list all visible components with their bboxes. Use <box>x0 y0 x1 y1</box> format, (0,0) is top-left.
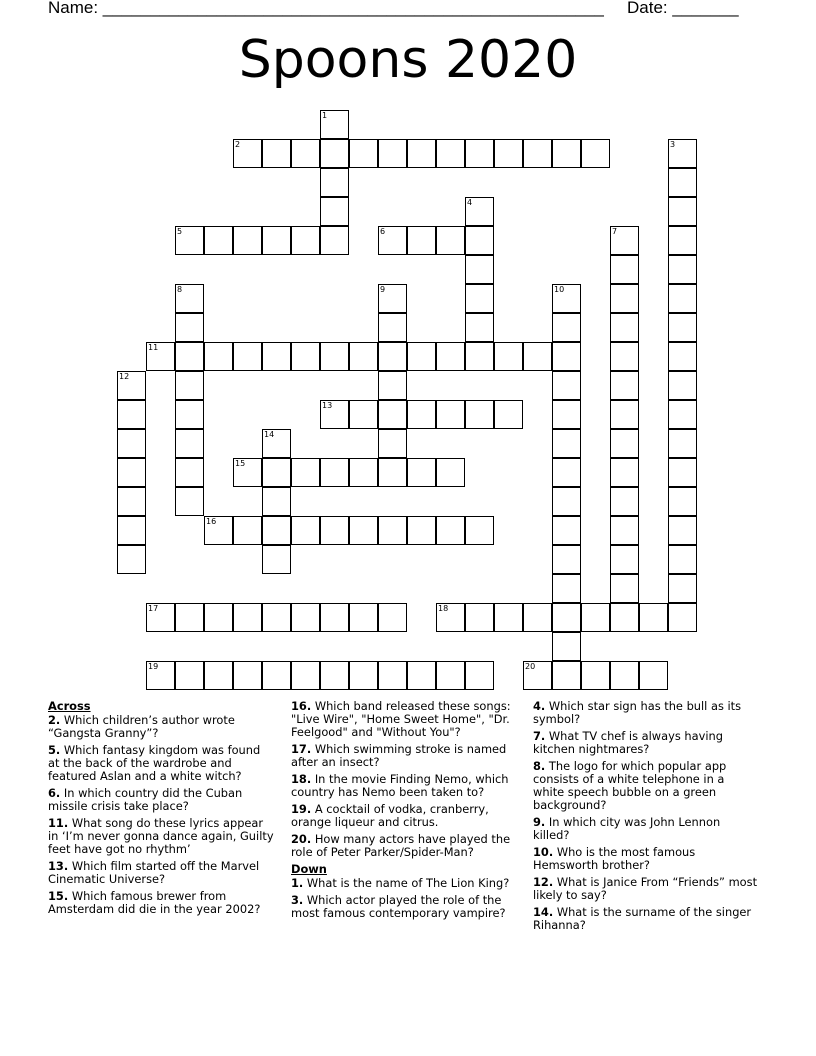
clue-number-label: 4 <box>467 198 473 207</box>
grid-cell[interactable] <box>233 342 262 371</box>
grid-cell[interactable] <box>233 661 262 690</box>
clue-text: What is the name of The Lion King? <box>306 876 510 890</box>
clue-number: 3. <box>291 893 304 907</box>
grid-cell[interactable] <box>407 226 436 255</box>
clue-item <box>291 803 517 829</box>
grid-cell[interactable] <box>668 516 697 545</box>
clue-number-label: 19 <box>148 662 159 671</box>
grid-cell[interactable] <box>552 429 581 458</box>
date-field-label: Date: _______ <box>627 0 739 17</box>
clue-item <box>291 743 517 769</box>
grid-cell[interactable] <box>668 574 697 603</box>
grid-cell[interactable] <box>291 139 320 168</box>
clue-text: Who is the most famous Hemsworth brother? <box>533 845 696 872</box>
clue-number-label: 18 <box>438 604 449 613</box>
grid-cell[interactable] <box>668 284 697 313</box>
grid-cell[interactable] <box>262 458 291 487</box>
clue-number: 9. <box>533 815 546 829</box>
clue-number: 7. <box>533 729 546 743</box>
clue-text: Which swimming stroke is named after an insect? <box>291 742 507 769</box>
grid-cell[interactable] <box>407 400 436 429</box>
grid-cell[interactable] <box>320 603 349 632</box>
grid-cell[interactable] <box>465 313 494 342</box>
grid-cell[interactable] <box>175 313 204 342</box>
grid-cell[interactable] <box>378 516 407 545</box>
grid-cell[interactable] <box>407 139 436 168</box>
grid-cell[interactable] <box>465 255 494 284</box>
grid-cell[interactable] <box>436 226 465 255</box>
clue-item <box>291 773 517 799</box>
grid-cell[interactable] <box>349 661 378 690</box>
clue-number: 18. <box>291 772 312 786</box>
grid-cell[interactable] <box>262 226 291 255</box>
grid-cell[interactable] <box>494 139 523 168</box>
grid-cell[interactable] <box>117 400 146 429</box>
grid-cell[interactable] <box>610 603 639 632</box>
grid-cell[interactable] <box>552 400 581 429</box>
grid-cell[interactable] <box>552 371 581 400</box>
grid-cell[interactable] <box>117 458 146 487</box>
clue-item <box>48 860 274 886</box>
grid-cell[interactable] <box>668 487 697 516</box>
clue-text: Which band released these songs: "Live Wire", "Home Sweet Home", "Dr. Feelgood" and "Without You"? <box>291 699 511 739</box>
grid-cell[interactable] <box>436 661 465 690</box>
grid-cell[interactable] <box>552 574 581 603</box>
grid-cell[interactable] <box>320 458 349 487</box>
grid-cell[interactable] <box>639 661 668 690</box>
grid-cell[interactable] <box>610 342 639 371</box>
grid-cell[interactable] <box>378 313 407 342</box>
clue-item <box>533 816 759 842</box>
grid-cell[interactable] <box>494 342 523 371</box>
clue-number: 10. <box>533 845 554 859</box>
grid-cell[interactable] <box>523 342 552 371</box>
clue-text: The logo for which popular app consists of a white telephone in a white speech bubble on a green background? <box>533 759 727 812</box>
grid-cell[interactable] <box>175 400 204 429</box>
grid-cell[interactable] <box>668 255 697 284</box>
grid-cell[interactable] <box>610 313 639 342</box>
grid-cell[interactable] <box>668 168 697 197</box>
grid-cell[interactable] <box>465 400 494 429</box>
clue-number-label: 5 <box>177 227 183 236</box>
grid-cell[interactable] <box>436 516 465 545</box>
clue-item <box>533 730 759 756</box>
clue-item <box>533 760 759 812</box>
clue-text: Which children’s author wrote “Gangsta Granny”? <box>48 713 235 740</box>
clue-number: 8. <box>533 759 546 773</box>
grid-cell[interactable] <box>349 139 378 168</box>
clue-text: What song do these lyrics appear in ‘I’m never gonna dance again, Guilty feet have got no rhythm’ <box>48 816 274 856</box>
clue-item <box>48 817 274 856</box>
clue-text: In the movie Finding Nemo, which country has Nemo been taken to? <box>291 772 509 799</box>
clue-number-label: 16 <box>206 517 217 526</box>
name-field-label: Name: _____________________________________________________ <box>48 0 604 17</box>
grid-cell[interactable] <box>523 603 552 632</box>
grid-cell[interactable] <box>610 574 639 603</box>
grid-cell[interactable] <box>320 226 349 255</box>
grid-cell[interactable] <box>668 226 697 255</box>
grid-cell[interactable] <box>204 603 233 632</box>
clue-number-label: 7 <box>612 227 618 236</box>
clue-number: 1. <box>291 876 304 890</box>
grid-cell[interactable] <box>204 226 233 255</box>
grid-cell[interactable] <box>552 661 581 690</box>
grid-cell[interactable] <box>668 545 697 574</box>
grid-cell[interactable] <box>262 342 291 371</box>
grid-cell[interactable] <box>320 139 349 168</box>
grid-cell[interactable] <box>291 661 320 690</box>
clue-text: Which famous brewer from Amsterdam did die in the year 2002? <box>48 889 261 916</box>
puzzle-title: Spoons 2020 <box>238 30 578 90</box>
grid-cell[interactable] <box>436 342 465 371</box>
clue-item <box>291 894 517 920</box>
grid-cell[interactable] <box>610 284 639 313</box>
grid-cell[interactable] <box>349 603 378 632</box>
clue-item <box>533 906 759 932</box>
grid-cell[interactable] <box>610 661 639 690</box>
across-heading: Across <box>48 699 91 713</box>
clue-number: 2. <box>48 713 61 727</box>
grid-cell[interactable] <box>552 139 581 168</box>
clue-number-label: 3 <box>670 140 676 149</box>
grid-cell[interactable] <box>117 516 146 545</box>
clue-number: 5. <box>48 743 61 757</box>
clue-number-label: 20 <box>525 662 536 671</box>
clue-number-label: 14 <box>264 430 275 439</box>
grid-cell[interactable] <box>233 603 262 632</box>
grid-cell[interactable] <box>436 458 465 487</box>
grid-cell[interactable] <box>552 487 581 516</box>
grid-cell[interactable] <box>378 661 407 690</box>
grid-cell[interactable] <box>465 516 494 545</box>
clue-number-label: 17 <box>148 604 159 613</box>
down-heading: Down <box>291 862 327 876</box>
grid-cell[interactable] <box>262 603 291 632</box>
grid-cell[interactable] <box>349 400 378 429</box>
grid-cell[interactable] <box>610 400 639 429</box>
clue-item <box>291 700 517 739</box>
grid-cell[interactable] <box>552 632 581 661</box>
clue-text: In which city was John Lennon killed? <box>533 815 721 842</box>
clue-number-label: 13 <box>322 401 333 410</box>
clue-text: Which fantasy kingdom was found at the back of the wardrobe and featured Aslan and a white witch? <box>48 743 261 783</box>
grid-cell[interactable] <box>320 516 349 545</box>
grid-cell[interactable] <box>436 139 465 168</box>
clue-item <box>48 744 274 783</box>
grid-cell[interactable] <box>552 516 581 545</box>
clue-number-label: 10 <box>554 285 565 294</box>
grid-cell[interactable] <box>552 342 581 371</box>
clue-number-label: 8 <box>177 285 183 294</box>
clue-number: 4. <box>533 699 546 713</box>
grid-cell[interactable] <box>378 139 407 168</box>
clues-column-3 <box>533 700 759 936</box>
grid-cell[interactable] <box>175 661 204 690</box>
clue-number: 15. <box>48 889 69 903</box>
grid-cell[interactable] <box>291 342 320 371</box>
clues-column-2 <box>291 700 517 924</box>
grid-cell[interactable] <box>639 603 668 632</box>
clue-text: In which country did the Cuban missile crisis take place? <box>48 786 243 813</box>
grid-cell[interactable] <box>407 342 436 371</box>
grid-cell[interactable] <box>668 313 697 342</box>
grid-cell[interactable] <box>378 342 407 371</box>
grid-cell[interactable] <box>175 429 204 458</box>
grid-cell[interactable] <box>610 429 639 458</box>
clue-number: 11. <box>48 816 69 830</box>
grid-cell[interactable] <box>668 197 697 226</box>
grid-cell[interactable] <box>117 487 146 516</box>
grid-cell[interactable] <box>610 371 639 400</box>
grid-cell[interactable] <box>378 429 407 458</box>
grid-cell[interactable] <box>581 603 610 632</box>
clue-number: 13. <box>48 859 69 873</box>
clue-number-label: 11 <box>148 343 159 352</box>
grid-cell[interactable] <box>552 313 581 342</box>
grid-cell[interactable] <box>523 139 552 168</box>
grid-cell[interactable] <box>262 516 291 545</box>
grid-cell[interactable] <box>262 139 291 168</box>
clue-number: 20. <box>291 832 312 846</box>
grid-cell[interactable] <box>436 400 465 429</box>
clue-item <box>533 846 759 872</box>
grid-cell[interactable] <box>117 545 146 574</box>
clue-number-label: 12 <box>119 372 130 381</box>
grid-cell[interactable] <box>494 400 523 429</box>
grid-cell[interactable] <box>668 400 697 429</box>
grid-cell[interactable] <box>378 603 407 632</box>
grid-cell[interactable] <box>349 516 378 545</box>
grid-cell[interactable] <box>668 429 697 458</box>
clue-text: What TV chef is always having kitchen nightmares? <box>533 729 723 756</box>
grid-cell[interactable] <box>407 458 436 487</box>
grid-cell[interactable] <box>175 603 204 632</box>
clue-text: Which film started off the Marvel Cinematic Universe? <box>48 859 260 886</box>
grid-cell[interactable] <box>610 255 639 284</box>
grid-cell[interactable] <box>291 603 320 632</box>
grid-cell[interactable] <box>291 516 320 545</box>
clue-number-label: 2 <box>235 140 241 149</box>
grid-cell[interactable] <box>552 458 581 487</box>
clue-number: 14. <box>533 905 554 919</box>
clue-text: How many actors have played the role of Peter Parker/Spider-Man? <box>291 832 511 859</box>
clue-item <box>291 877 517 890</box>
grid-cell[interactable] <box>610 487 639 516</box>
grid-cell[interactable] <box>349 458 378 487</box>
clue-number-label: 6 <box>380 227 386 236</box>
grid-cell[interactable] <box>668 603 697 632</box>
grid-cell[interactable] <box>291 226 320 255</box>
grid-cell[interactable] <box>581 139 610 168</box>
grid-cell[interactable] <box>175 371 204 400</box>
clue-number: 17. <box>291 742 312 756</box>
grid-cell[interactable] <box>668 342 697 371</box>
grid-cell[interactable] <box>262 661 291 690</box>
grid-cell[interactable] <box>204 342 233 371</box>
grid-cell[interactable] <box>233 226 262 255</box>
clue-number-label: 1 <box>322 111 328 120</box>
clue-number: 12. <box>533 875 554 889</box>
grid-cell[interactable] <box>465 284 494 313</box>
grid-cell[interactable] <box>378 371 407 400</box>
grid-cell[interactable] <box>465 226 494 255</box>
clue-number-label: 15 <box>235 459 246 468</box>
clue-text: A cocktail of vodka, cranberry, orange liqueur and citrus. <box>291 802 489 829</box>
grid-cell[interactable] <box>175 342 204 371</box>
clue-number: 16. <box>291 699 312 713</box>
clue-text: Which actor played the role of the most famous contemporary vampire? <box>291 893 506 920</box>
clues-column-1 <box>48 700 274 920</box>
grid-cell[interactable] <box>262 545 291 574</box>
grid-cell[interactable] <box>175 487 204 516</box>
clue-item <box>533 700 759 726</box>
grid-cell[interactable] <box>407 516 436 545</box>
grid-cell[interactable] <box>668 458 697 487</box>
grid-cell[interactable] <box>378 458 407 487</box>
clue-item <box>533 876 759 902</box>
clue-item <box>48 890 274 916</box>
clue-text: What is the surname of the singer Rihanna? <box>533 905 752 932</box>
grid-cell[interactable] <box>320 342 349 371</box>
clue-item <box>48 714 274 740</box>
grid-cell[interactable] <box>552 603 581 632</box>
clue-number-label: 9 <box>380 285 386 294</box>
grid-cell[interactable] <box>552 545 581 574</box>
grid-cell[interactable] <box>407 661 436 690</box>
grid-cell[interactable] <box>494 603 523 632</box>
grid-cell[interactable] <box>465 603 494 632</box>
clue-item <box>48 787 274 813</box>
grid-cell[interactable] <box>465 342 494 371</box>
grid-cell[interactable] <box>465 139 494 168</box>
grid-cell[interactable] <box>610 516 639 545</box>
grid-cell[interactable] <box>668 371 697 400</box>
clue-number: 19. <box>291 802 312 816</box>
grid-cell[interactable] <box>320 661 349 690</box>
grid-cell[interactable] <box>378 400 407 429</box>
grid-cell[interactable] <box>610 545 639 574</box>
grid-cell[interactable] <box>262 487 291 516</box>
grid-cell[interactable] <box>610 458 639 487</box>
grid-cell[interactable] <box>175 458 204 487</box>
grid-cell[interactable] <box>349 342 378 371</box>
clue-text: What is Janice From “Friends” most likely to say? <box>533 875 758 902</box>
grid-cell[interactable] <box>291 458 320 487</box>
clue-text: Which star sign has the bull as its symbol? <box>533 699 742 726</box>
grid-cell[interactable] <box>320 168 349 197</box>
grid-cell[interactable] <box>320 197 349 226</box>
grid-cell[interactable] <box>465 661 494 690</box>
grid-cell[interactable] <box>117 429 146 458</box>
grid-cell[interactable] <box>581 661 610 690</box>
clue-number: 6. <box>48 786 61 800</box>
clue-item <box>291 833 517 859</box>
grid-cell[interactable] <box>233 516 262 545</box>
grid-cell[interactable] <box>204 661 233 690</box>
